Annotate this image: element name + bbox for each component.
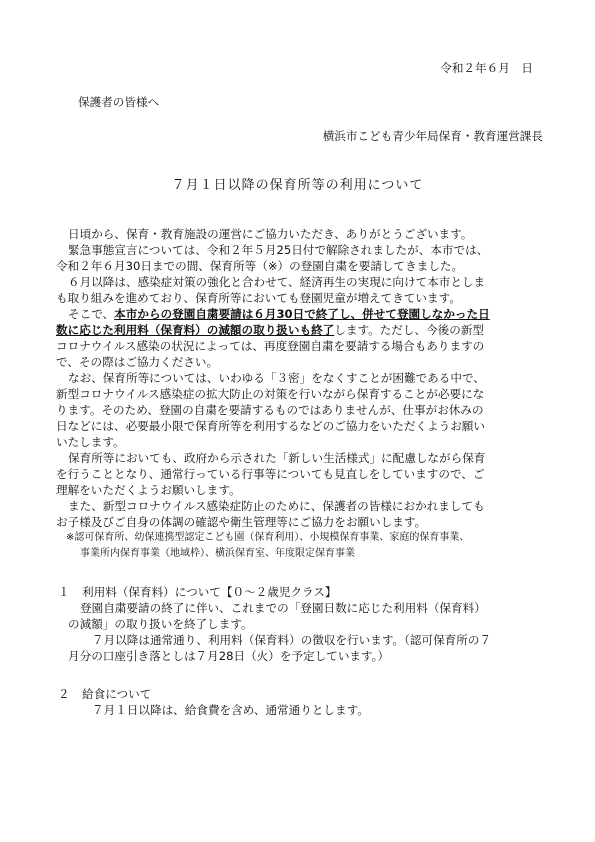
- paragraph-line: コロナウイルス感染の状況によっては、再度登園自粛を要請する場合もありますの: [56, 339, 485, 353]
- paragraph-line: で、その際はご協力ください。: [56, 355, 219, 369]
- paragraph-line: 日などには、必要最小限で保育所等を利用するなどのご協力をいただくようお願い: [56, 419, 485, 433]
- recipient-line: 保護者の皆様へ: [78, 95, 160, 109]
- section-number: ２: [58, 687, 70, 701]
- paragraph-line: も取り組みを進めており、保育所等においても登園児童が増えてきています。: [56, 291, 461, 305]
- section-2-heading: [56, 686, 546, 702]
- paragraph-line: 令和２年６月30日までの間、保育所等（※）の登園自粛を要請してきました。: [56, 259, 464, 273]
- paragraph-line: なお、保育所等については、いわゆる「３密」をなくすことが困難である中で、: [68, 371, 485, 385]
- paragraph-line: ります。そのため、登園の自粛を要請するものではありませんが、仕事がお休みの: [56, 403, 484, 417]
- document-date: 令和２年６月 日: [440, 61, 533, 75]
- paragraph-line: 保育所等においても、政府から示された「新しい生活様式」に配慮しながら保育: [68, 451, 486, 465]
- paragraph-line: いたします。: [56, 435, 125, 449]
- section-line: 月分の口座引き落としは７月28日（火）を予定しています。）: [68, 649, 390, 663]
- footnote-line: 事業所内保育事業（地域枠）、横浜保育室、年度限定保育事業: [80, 548, 355, 559]
- section-line: 登園自粛要請の終了に伴い、これまでの「登園日数に応じた利用料（保育料）: [80, 601, 486, 615]
- paragraph-line: 理解をいただくようお願いします。: [56, 483, 241, 497]
- footnote-line: ※認可保育所、幼保連携型認定こども園（保育利用）、小規模保育事業、家庭的保育事業、: [66, 532, 470, 543]
- section-line: ７月以降は通常通り、利用料（保育料）の徴収を行います。（認可保育所の７: [92, 633, 492, 647]
- paragraph-line: [56, 322, 546, 338]
- text-run: そこで、: [68, 307, 115, 321]
- underlined-emphasis: 本市からの登園自粛要請は６月30日で終了し、併せて登園しなかった日: [114, 307, 490, 321]
- underlined-emphasis: 数に応じた利用料（保育料）の減額の取り扱いも終了: [56, 323, 335, 337]
- paragraph-line: 緊急事態宣言については、令和２年５月25日付で解除されましたが、本市では、: [68, 243, 489, 257]
- paragraph-line: を行うこととなり、通常行っている行事等についても見直しをしていますので、ご: [56, 467, 485, 481]
- paragraph-line: また、新型コロナウイルス感染症防止のために、保護者の皆様におかれましても: [68, 499, 485, 513]
- sender-line: 横浜市こども青少年局保育・教育運営課長: [322, 129, 543, 143]
- section-1-heading: [56, 584, 546, 600]
- document-title: ７月１日以降の保育所等の利用について: [171, 178, 424, 193]
- section-line: の減額」の取り扱いを終了します。: [68, 617, 253, 631]
- paragraph-line: [56, 306, 546, 322]
- section-title: 利用料（保育料）について【０～２歳児クラス】: [82, 585, 337, 599]
- section-title: 給食について: [82, 687, 152, 701]
- paragraph-line: お子様及びご自身の体調の確認や衛生管理等にご協力をお願いします。: [56, 515, 427, 529]
- paragraph-line: 日頃から、保育・教育施設の運営にご協力いただき、ありがとうございます。: [68, 227, 473, 241]
- text-run: します。ただし、今後の新型: [334, 323, 485, 337]
- document-body: [56, 226, 546, 718]
- spacer: [56, 664, 546, 686]
- paragraph-line: ６月以降は、感染症対策の強化と合わせて、経済再生の実現に向けて本市としま: [68, 275, 486, 289]
- section-number: １: [58, 585, 70, 599]
- section-line: ７月１日以降は、給食費を含め、通常通りとします。: [92, 703, 369, 717]
- paragraph-line: 新型コロナウイルス感染症の拡大防止の対策を行いながら保育することが必要にな: [56, 387, 485, 401]
- spacer: [56, 562, 546, 584]
